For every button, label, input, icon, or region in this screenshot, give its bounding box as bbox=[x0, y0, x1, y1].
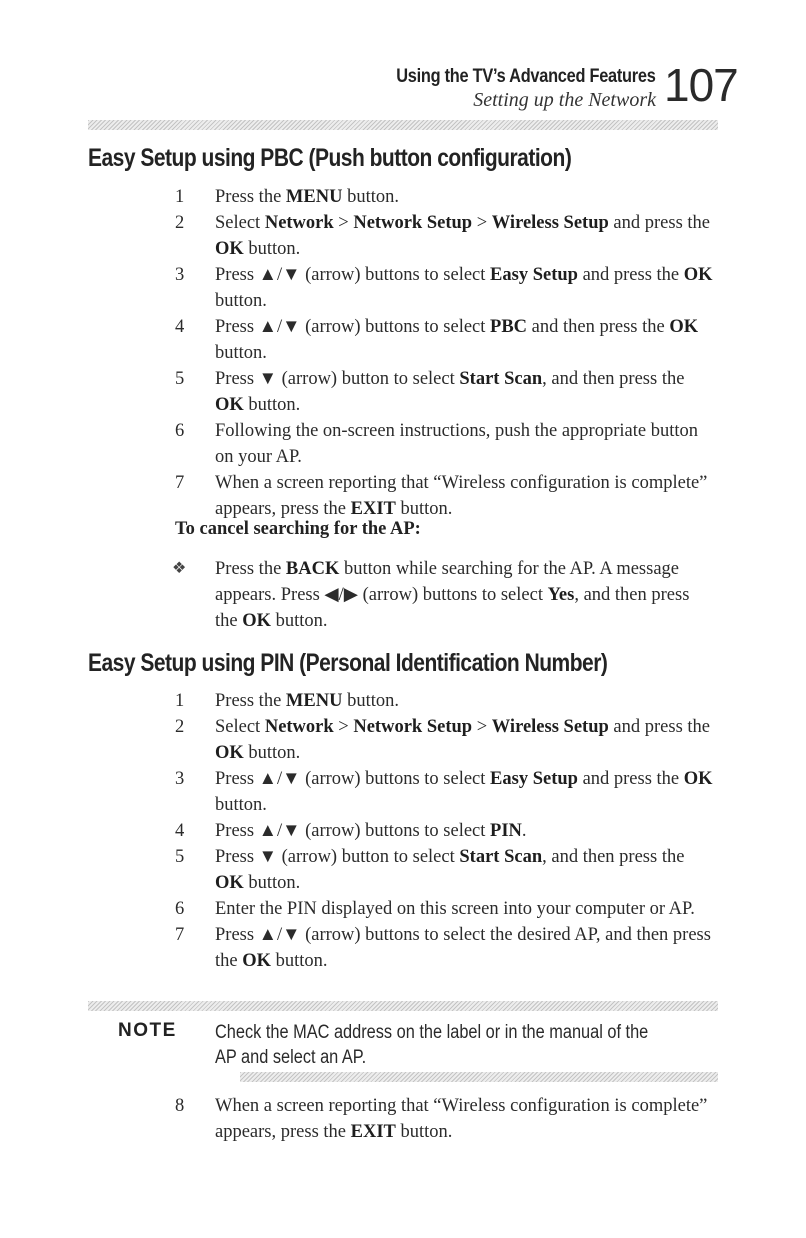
step-item bbox=[0, 184, 806, 210]
chapter-title: Using the TV’s Advanced Features bbox=[396, 66, 656, 87]
step-item bbox=[0, 262, 806, 314]
step-text: Following the on-screen instructions, push the appropriate button on your AP. bbox=[215, 421, 698, 467]
step-text: Press ▲/▼ (arrow) buttons to select PBC and then press the OK button. bbox=[215, 317, 699, 363]
pin-steps-list bbox=[0, 688, 806, 974]
diamond-bullet-icon: ❖ bbox=[172, 560, 187, 577]
step-item bbox=[0, 1093, 806, 1145]
step-number: 5 bbox=[175, 847, 185, 867]
step-number: 2 bbox=[175, 213, 185, 233]
step-number: 2 bbox=[175, 717, 185, 737]
step-number: 5 bbox=[175, 369, 185, 389]
step-number: 8 bbox=[175, 1096, 185, 1116]
step-item bbox=[0, 844, 806, 896]
section-subtitle: Setting up the Network bbox=[473, 89, 656, 111]
step-item bbox=[0, 714, 806, 766]
cancel-subheading: To cancel searching for the AP: bbox=[175, 519, 421, 539]
step-item bbox=[0, 688, 806, 714]
note-bottom-divider bbox=[240, 1072, 718, 1082]
step-text: Select Network > Network Setup > Wireless Setup and press the OK button. bbox=[215, 213, 710, 259]
step-text: Press ▲/▼ (arrow) buttons to select the desired AP, and then press the OK button. bbox=[215, 925, 711, 971]
step-item bbox=[0, 818, 806, 844]
header-divider bbox=[88, 120, 718, 130]
step-number: 3 bbox=[175, 265, 185, 285]
step-number: 3 bbox=[175, 769, 185, 789]
step-text: When a screen reporting that “Wireless configuration is complete” appears, press the EXIT button. bbox=[215, 1096, 708, 1142]
cancel-bullet bbox=[0, 556, 806, 634]
step-number: 4 bbox=[175, 821, 185, 841]
step-item bbox=[0, 766, 806, 818]
final-step-list bbox=[0, 1093, 806, 1145]
step-text: Press the MENU button. bbox=[215, 691, 399, 711]
step-text: Press ▲/▼ (arrow) buttons to select Easy Setup and press the OK button. bbox=[215, 769, 713, 815]
step-text: Press ▲/▼ (arrow) buttons to select Easy Setup and press the OK button. bbox=[215, 265, 713, 311]
section-heading-pbc: Easy Setup using PBC (Push button configuration) bbox=[88, 144, 572, 172]
note-text: Check the MAC address on the label or in the manual of the AP and select an AP. bbox=[215, 1022, 649, 1068]
step-number: 7 bbox=[175, 925, 185, 945]
step-item bbox=[0, 366, 806, 418]
step-text: Press ▼ (arrow) button to select Start Scan, and then press the OK button. bbox=[215, 847, 685, 893]
section-heading-pin: Easy Setup using PIN (Personal Identification Number) bbox=[88, 649, 608, 677]
step-text: Press ▼ (arrow) button to select Start Scan, and then press the OK button. bbox=[215, 369, 685, 415]
step-number: 4 bbox=[175, 317, 185, 337]
step-text: Select Network > Network Setup > Wireless Setup and press the OK button. bbox=[215, 717, 710, 763]
step-text: Press ▲/▼ (arrow) buttons to select PIN. bbox=[215, 821, 527, 841]
step-number: 6 bbox=[175, 421, 185, 441]
page-number: 107 bbox=[664, 59, 738, 111]
step-item bbox=[0, 418, 806, 470]
step-item bbox=[0, 314, 806, 366]
cancel-bullet-text: Press the BACK button while searching for the AP. A message appears. Press ◀/▶ (arrow) buttons to select Yes, and then press the OK button. bbox=[215, 559, 690, 631]
step-number: 7 bbox=[175, 473, 185, 493]
step-text: Enter the PIN displayed on this screen into your computer or AP. bbox=[215, 899, 695, 919]
note-top-divider bbox=[88, 1001, 718, 1011]
step-item bbox=[0, 896, 806, 922]
running-header bbox=[354, 66, 656, 112]
step-item bbox=[0, 210, 806, 262]
step-number: 6 bbox=[175, 899, 185, 919]
step-item bbox=[0, 470, 806, 522]
pbc-steps-list bbox=[0, 184, 806, 522]
note-label: NOTE bbox=[118, 1020, 177, 1041]
step-item bbox=[0, 922, 806, 974]
step-text: Press the MENU button. bbox=[215, 187, 399, 207]
step-number: 1 bbox=[175, 187, 185, 207]
step-number: 1 bbox=[175, 691, 185, 711]
step-text: When a screen reporting that “Wireless configuration is complete” appears, press the EXIT button. bbox=[215, 473, 708, 519]
